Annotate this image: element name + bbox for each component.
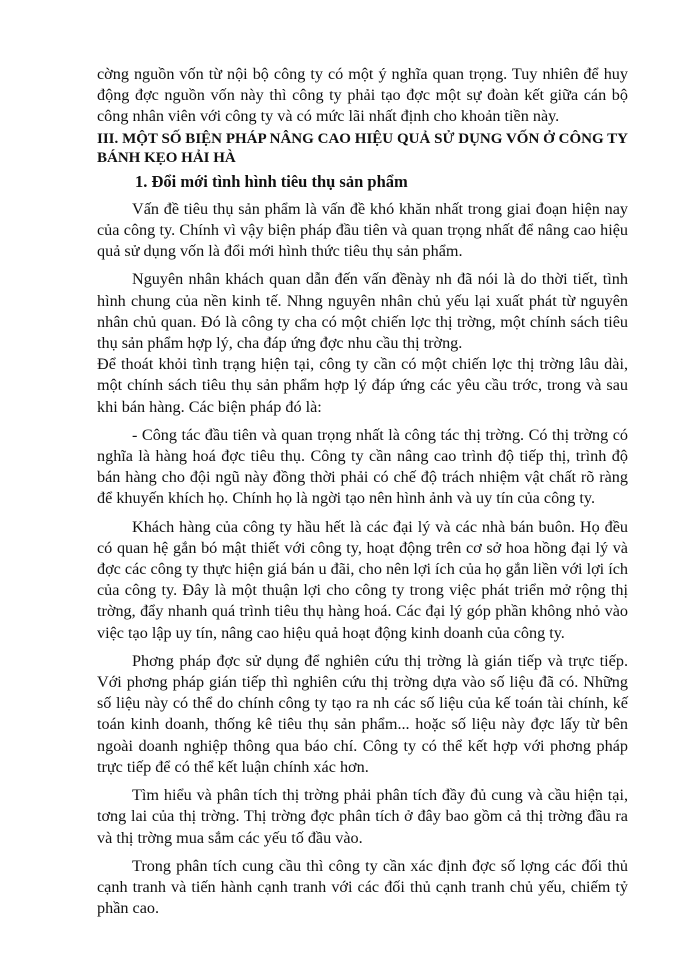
paragraph-customers: Khách hàng của công ty hầu hết là các đại lý và các nhà bán buôn. Họ đều có quan hệ gắn bó mật thiết với công ty, hoạt động trên cơ sở hoa hồng đại lý và đợc các công ty thực hiện giá bán u đãi, cho nên lợi ích của họ gắn liền với lợi ích của công ty. Đây là một thuận lợi cho công ty trong việc phát triển mở rộng thị trờng, đẩy nhanh quá trình tiêu thụ hàng hoá. Các đại lý góp phần không nhỏ vào việc tạo lập uy tín, nâng cao hiệu quả hoạt động kinh doanh của công ty. (97, 517, 628, 642)
subsection-heading: 1. Đổi mới tình hình tiêu thụ sản phẩm (135, 171, 408, 191)
paragraph-intro-continuation: cờng nguồn vốn từ nội bộ công ty có một ý nghĩa quan trọng. Tuy nhiên để huy động đợc nguồn vốn này thì công ty phải tạo đợc một sự đoàn kết giữa cán bộ công nhân viên với công ty và có mức lãi nhất định cho khoản tiền này. (97, 65, 628, 126)
paragraph-causes: Nguyên nhân khách quan dẫn đến vấn đềnày nh đã nói là do thời tiết, tình hình chung của nền kinh tế. Nhng nguyên nhân chủ yếu lại xuất phát từ nguyên nhân chủ quan. Đó là công ty cha có một chiến lợc thị trờng, một chính sách tiêu thụ sản phẩm hợp lý, cha đáp ứng đợc nhu cầu thị trờng. (97, 270, 628, 353)
paragraph-consumption-problem: Vấn đề tiêu thụ sản phẩm là vấn đề khó khăn nhất trong giai đoạn hiện nay của công ty. Chính vì vậy biện pháp đầu tiên và quan trọng nhất để nâng cao hiệu quả sử dụng vốn là đổi mới hình thức tiêu thụ sản phẩm. (97, 199, 628, 261)
paragraph-competition: Trong phân tích cung cầu thì công ty cần xác định đợc số lợng các đối thủ cạnh tranh và tiến hành cạnh tranh với các đối thủ cạnh tranh chủ yếu, chiếm tỷ phần cao. (97, 856, 628, 918)
paragraph-market-analysis: Tìm hiểu và phân tích thị trờng phải phân tích đầy đủ cung và cầu hiện tại, tơng lai của thị trờng. Thị trờng đợc phân tích ở đây bao gồm cả thị trờng đầu ra và thị trờng mua sắm các yếu tố đầu vào. (97, 786, 628, 847)
paragraph-market-work: - Công tác đầu tiên và quan trọng nhất là công tác thị trờng. Có thị trờng có nghĩa là hàng hoá đợc tiêu thụ. Công ty cần nâng cao trình độ tiếp thị, trình độ bán hàng cho đội ngũ này đồng thời phải có chế độ trách nhiệm vật chất rõ ràng để khuyến khích họ. Chính họ là ngời tạo nên hình ảnh và uy tín của công ty. (97, 425, 628, 508)
section-heading: III. MỘT SỐ BIỆN PHÁP NÂNG CAO HIỆU QUẢ SỬ DỤNG VỐN Ở CÔNG TY BÁNH KẸO HẢI HÀ (97, 130, 628, 166)
paragraph-strategy: Để thoát khỏi tình trạng hiện tại, công ty cần có một chiến lợc thị trờng lâu dài, một chính sách tiêu thụ sản phẩm hợp lý đáp ứng các yêu cầu trớc, trong và sau khi bán hàng. Các biện pháp đó là: (97, 355, 628, 416)
paragraph-research-methods: Phơng pháp đợc sử dụng để nghiên cứu thị trờng là gián tiếp và trực tiếp. Với phơng pháp gián tiếp thì nghiên cứu thị trờng dựa vào số liệu đã có. Những số liệu này có thể do chính công ty tạo ra nh các số liệu của kế toán tài chính, kế toán kinh doanh, thống kê tiêu thụ sản phẩm... hoặc số liệu này đợc lấy từ bên ngoài doanh nghiệp thông qua báo chí. Công ty có thể kết hợp với phơng pháp trực tiếp để có thể kết luận chính xác hơn. (97, 651, 628, 776)
